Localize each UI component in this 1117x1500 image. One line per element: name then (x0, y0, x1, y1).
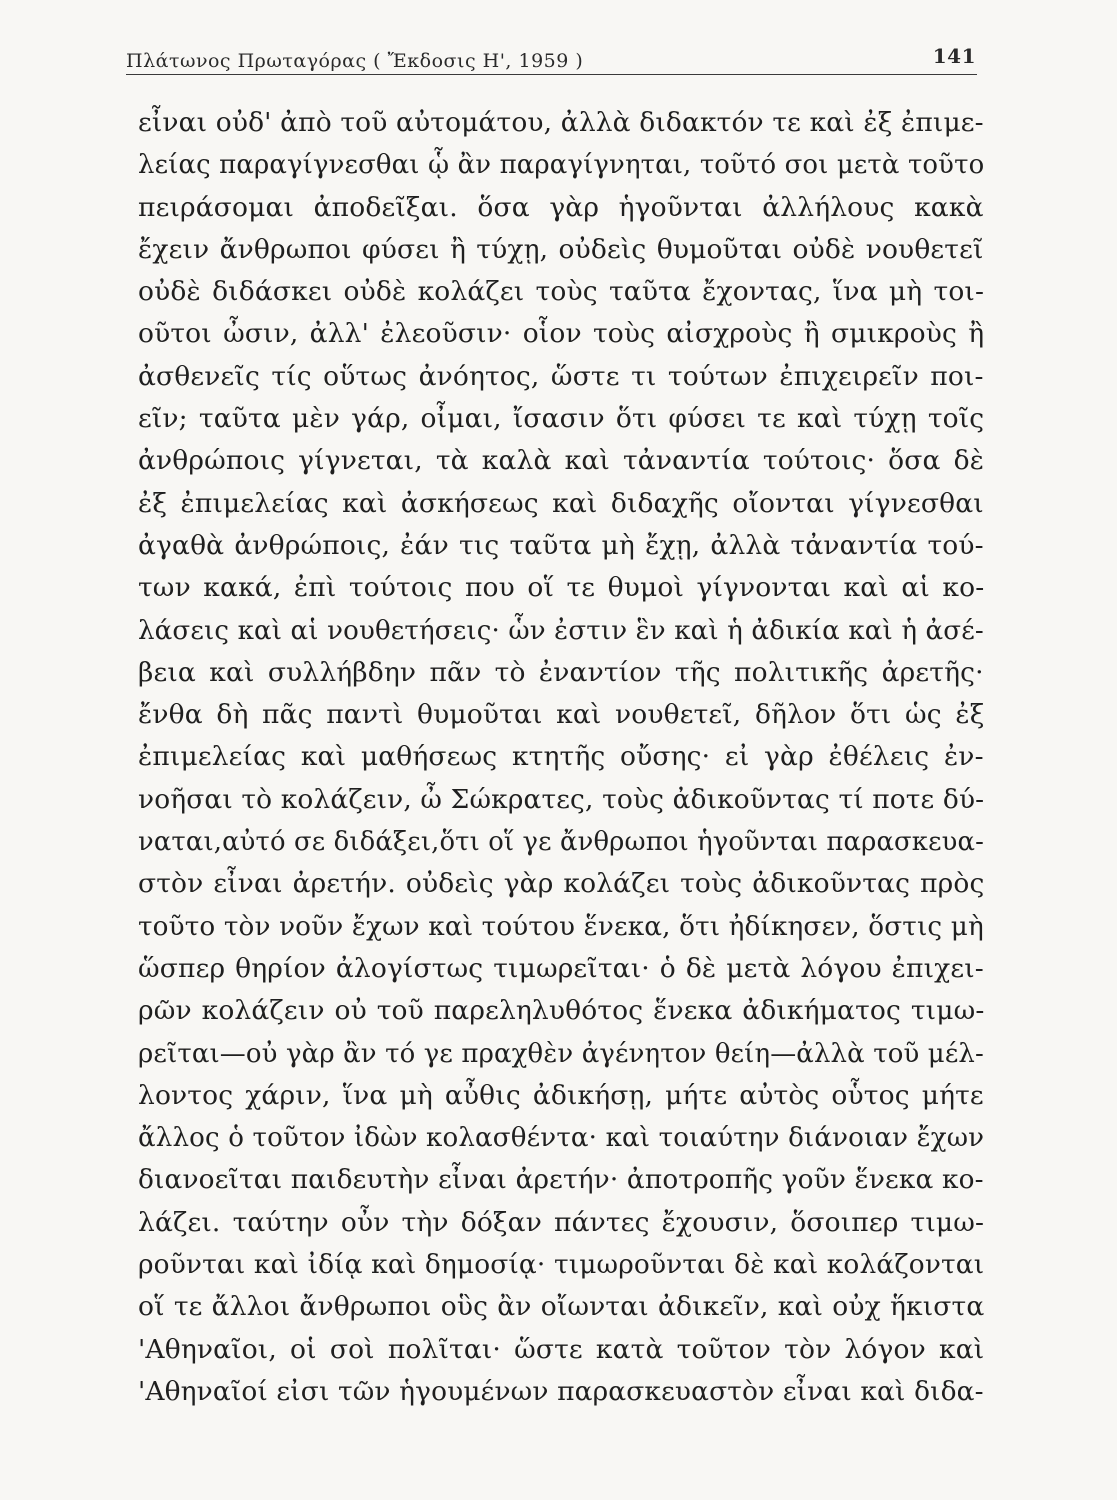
text-line: ναται,αὐτό σε διδάξει,ὅτι οἵ γε ἄνθρωποι ἡγοῦνται παρασκευα- (138, 826, 984, 858)
text-line: λείας παραγίγνεσθαι ᾧ ἂν παραγίγνηται, τοῦτό σοι μετὰ τοῦτο (138, 149, 985, 181)
text-line: των κακά, ἐπὶ τούτοις που οἵ τε θυμοὶ γίγνονται καὶ αἱ κο- (138, 572, 985, 604)
text-line: οῦτοι ὦσιν, ἀλλ' ἐλεοῦσιν· οἷον τοὺς αἰσχροὺς ἢ σμικροὺς ἢ (138, 318, 985, 350)
text-line: ἀγαθὰ ἀνθρώποις, ἐάν τις ταῦτα μὴ ἔχῃ, ἀλλὰ τἀναντία τού- (138, 529, 984, 561)
text-line: πειράσομαι ἀποδεῖξαι. ὅσα γὰρ ἡγοῦνται ἀλλήλους κακὰ (138, 191, 984, 223)
text-line: ὥσπερ θηρίον ἀλογίστως τιμωρεῖται· ὁ δὲ μετὰ λόγου ἐπιχει- (138, 952, 984, 984)
text-line: τοῦτο τὸν νοῦν ἔχων καὶ τούτου ἕνεκα, ὅτι ἠδίκησεν, ὅστις μὴ (138, 910, 984, 942)
text-line: νοῆσαι τὸ κολάζειν, ὦ Σώκρατες, τοὺς ἀδικοῦντας τί ποτε δύ- (138, 783, 985, 815)
text-line: εῖν; ταῦτα μὲν γάρ, οἶμαι, ἴσασιν ὅτι φύσει τε καὶ τύχῃ τοῖς (138, 403, 985, 435)
text-line: ἔνθα δὴ πᾶς παντὶ θυμοῦται καὶ νουθετεῖ, δῆλον ὅτι ὡς ἐξ (138, 699, 985, 731)
text-line: διανοεῖται παιδευτὴν εἶναι ἀρετήν· ἀποτροπῆς γοῦν ἕνεκα κο- (138, 1164, 984, 1196)
text-line: βεια καὶ συλλήβδην πᾶν τὸ ἐναντίον τῆς πολιτικῆς ἀρετῆς· (138, 656, 984, 688)
text-line: οὐδὲ διδάσκει οὐδὲ κολάζει τοὺς ταῦτα ἔχοντας, ἵνα μὴ τοι- (138, 276, 985, 308)
text-line: ἐπιμελείας καὶ μαθήσεως κτητῆς οὔσης· εἰ γὰρ ἐθέλεις ἐν- (138, 741, 984, 773)
text-line: ἀνθρώποις γίγνεται, τὰ καλὰ καὶ τἀναντία τούτοις· ὅσα δὲ (138, 445, 985, 477)
text-line: λοντος χάριν, ἵνα μὴ αὖθις ἀδικήσῃ, μήτε αὐτὸς οὗτος μήτε (138, 1079, 984, 1111)
text-line: ἀσθενεῖς τίς οὕτως ἀνόητος, ὥστε τι τούτων ἐπιχειρεῖν ποι- (138, 360, 984, 392)
text-line: λάσεις καὶ αἱ νουθετήσεις· ὧν ἐστιν ἓν καὶ ἡ ἀδικία καὶ ἡ ἀσέ- (138, 614, 984, 646)
page-number: 141 (932, 44, 976, 68)
text-line: οἵ τε ἄλλοι ἄνθρωποι οὓς ἂν οἴωνται ἀδικεῖν, καὶ οὐχ ἥκιστα (138, 1291, 985, 1323)
text-line: εἶναι οὐδ' ἀπὸ τοῦ αὐτομάτου, ἀλλὰ διδακτόν τε καὶ ἐξ ἐπιμε- (138, 107, 984, 138)
text-line: λάζει. ταύτην οὖν τὴν δόξαν πάντες ἔχουσιν, ὅσοιπερ τιμω- (138, 1206, 985, 1238)
text-line: 'Αθηναῖοί εἰσι τῶν ἡγουμένων παρασκευαστὸν εἶναι καὶ διδα- (138, 1375, 984, 1407)
text-line: ρεῖται—οὐ γὰρ ἂν τό γε πραχθὲν ἀγένητον θείη—ἀλλὰ τοῦ μέλ- (138, 1037, 984, 1069)
running-head (126, 44, 976, 74)
text-line: ἐξ ἐπιμελείας καὶ ἀσκήσεως καὶ διδαχῆς οἴονται γίγνεσθαι (138, 487, 984, 519)
running-title: Πλάτωνος Πρωταγόρας ( Ἔκδοσις Η', 1959 ) (126, 50, 584, 72)
text-line: στὸν εἶναι ἀρετήν. οὐδεὶς γὰρ κολάζει τοὺς ἀδικοῦντας πρὸς (138, 868, 985, 900)
header-rule (126, 74, 977, 75)
text-line: 'Αθηναῖοι, οἱ σοὶ πολῖται· ὥστε κατὰ τοῦτον τὸν λόγον καὶ (138, 1333, 985, 1365)
text-line: ρῶν κολάζειν οὐ τοῦ παρεληλυθότος ἕνεκα ἀδικήματος τιμω- (138, 995, 985, 1027)
body-text (138, 102, 998, 1413)
text-line: ἔχειν ἄνθρωποι φύσει ἢ τύχῃ, οὐδεὶς θυμοῦται οὐδὲ νουθετεῖ (138, 233, 984, 265)
text-line: ροῦνται καὶ ἰδίᾳ καὶ δημοσίᾳ· τιμωροῦνται δὲ καὶ κολάζονται (138, 1249, 985, 1281)
text-line: ἄλλος ὁ τοῦτον ἰδὼν κολασθέντα· καὶ τοιαύτην διάνοιαν ἔχων (138, 1122, 985, 1154)
